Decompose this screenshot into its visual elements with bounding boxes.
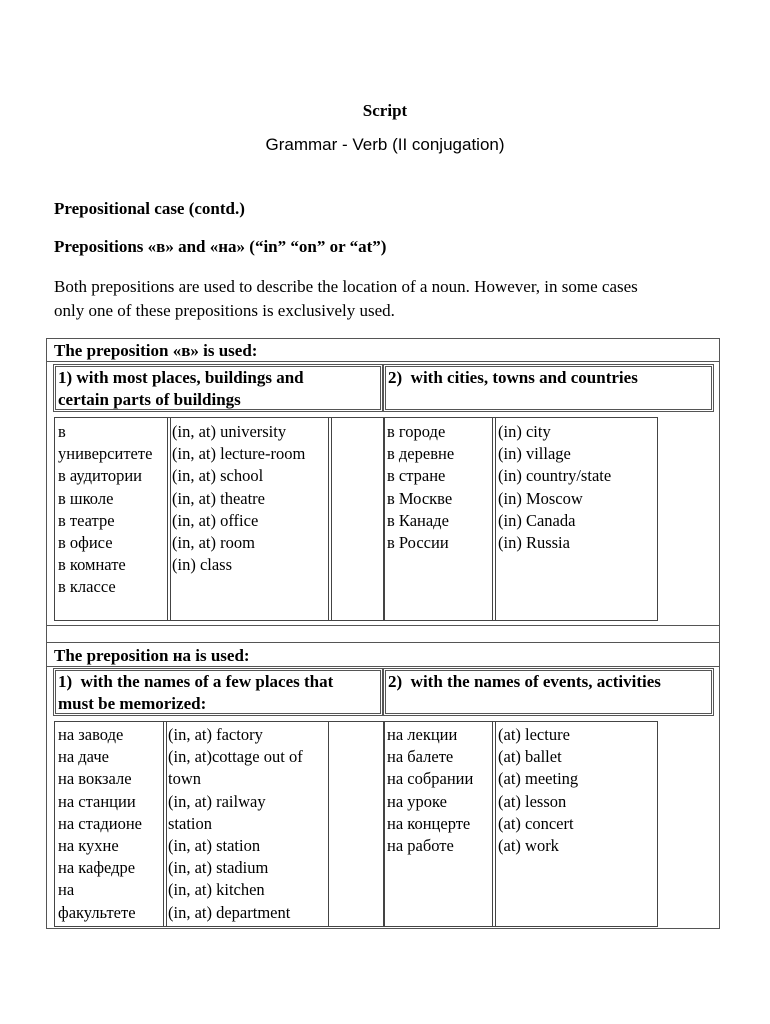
word-en: (at) lesson: [498, 791, 567, 811]
section-v-col2-english: [498, 421, 611, 554]
intro-line-2: only one of these prepositions is exclusively used.: [54, 301, 395, 320]
section-na-col2-russian: [387, 724, 473, 857]
word-en: (in, at) office: [172, 510, 259, 530]
word-ru: на вокзале: [58, 769, 132, 789]
word-en: (at) lecture: [498, 725, 570, 744]
word-ru: на уроке: [387, 791, 447, 811]
word-ru: в школе: [58, 488, 114, 508]
word-ru: в аудитории: [58, 466, 142, 486]
word-en: town: [168, 769, 201, 789]
word-en: (in) city: [498, 422, 551, 441]
word-en: (in, at) theatre: [172, 488, 265, 508]
word-en: (in, at) room: [172, 533, 255, 553]
word-en: (in, at) stadium: [168, 858, 269, 878]
section-na-col2-header-text: 2) with the names of events, activities: [388, 672, 661, 691]
word-en: (in) Moscow: [498, 488, 583, 508]
word-en: (in) Russia: [498, 533, 570, 553]
section-na-col1-russian: [58, 724, 142, 924]
section-v-col2-header-text: 2) with cities, towns and countries: [388, 368, 638, 387]
word-ru: в городе: [387, 422, 446, 441]
page-title: Script: [362, 101, 408, 120]
section-na-col1-english: [168, 724, 303, 924]
word-ru: в Канаде: [387, 510, 449, 530]
word-en: (at) concert: [498, 813, 574, 833]
section-na-col1-header-line2: must be memorized:: [58, 694, 207, 713]
word-ru: на кухне: [58, 836, 119, 856]
word-en: (in, at) kitchen: [168, 880, 265, 900]
word-ru: факультете: [58, 902, 136, 922]
section-na-title: The preposition на is used:: [54, 646, 250, 665]
section-v-col2-russian: [387, 421, 454, 554]
word-ru: в классе: [58, 577, 116, 597]
word-ru: в театре: [58, 510, 115, 530]
word-ru: на станции: [58, 791, 136, 811]
heading-prepositional-case: Prepositional case (contd.): [54, 199, 245, 218]
word-en: (in) Canada: [498, 510, 576, 530]
page-subtitle: Grammar - Verb (II conjugation): [265, 135, 505, 154]
word-ru: на концерте: [387, 813, 471, 833]
word-en: (in, at) university: [172, 422, 287, 441]
word-en: (at) ballet: [498, 747, 562, 767]
section-v-col1-header-line1: 1) with most places, buildings and: [58, 368, 304, 387]
word-ru: на лекции: [387, 725, 458, 744]
word-en: (in, at) department: [168, 902, 291, 922]
word-ru: в комнате: [58, 555, 126, 575]
heading-prepositions: Prepositions «в» and «на» (“in” “on” or “at”): [54, 237, 387, 256]
word-ru: университете: [58, 444, 153, 464]
word-ru: на стадионе: [58, 813, 142, 833]
word-en: station: [168, 813, 212, 833]
word-ru: в стране: [387, 466, 446, 486]
word-en: (in, at) station: [168, 836, 261, 856]
word-en: (in, at) factory: [168, 725, 263, 744]
word-ru: в: [58, 422, 66, 441]
word-en: (in, at) school: [172, 466, 264, 486]
word-ru: в офисе: [58, 533, 113, 553]
section-na-col1-header-line1: 1) with the names of a few places that: [58, 672, 334, 691]
word-en: (at) meeting: [498, 769, 579, 789]
word-en: (in, at) railway: [168, 791, 266, 811]
intro-line-1: Both prepositions are used to describe the location of a noun. However, in some cases: [54, 277, 638, 296]
word-ru: на собрании: [387, 769, 474, 789]
section-v-col1-header-line2: certain parts of buildings: [58, 390, 241, 409]
word-en: (in, at)cottage out of: [168, 747, 303, 767]
word-en: (in, at) lecture-room: [172, 444, 306, 464]
word-ru: на: [58, 880, 75, 900]
word-ru: на даче: [58, 747, 109, 767]
word-ru: на балете: [387, 747, 454, 767]
word-en: (in) village: [498, 444, 571, 464]
word-ru: на кафедре: [58, 858, 136, 878]
word-ru: в Москве: [387, 488, 453, 508]
word-ru: на заводе: [58, 725, 124, 744]
word-en: (at) work: [498, 836, 559, 856]
word-en: (in) country/state: [498, 466, 612, 486]
word-ru: в России: [387, 533, 449, 553]
section-v-col1-english: [172, 421, 305, 576]
section-na-col2-english: [498, 724, 578, 857]
word-ru: на работе: [387, 836, 454, 856]
section-v-col1-russian: [58, 421, 152, 599]
word-en: (in) class: [172, 555, 233, 575]
word-ru: в деревне: [387, 444, 455, 464]
section-v-title: The preposition «в» is used:: [54, 341, 258, 360]
